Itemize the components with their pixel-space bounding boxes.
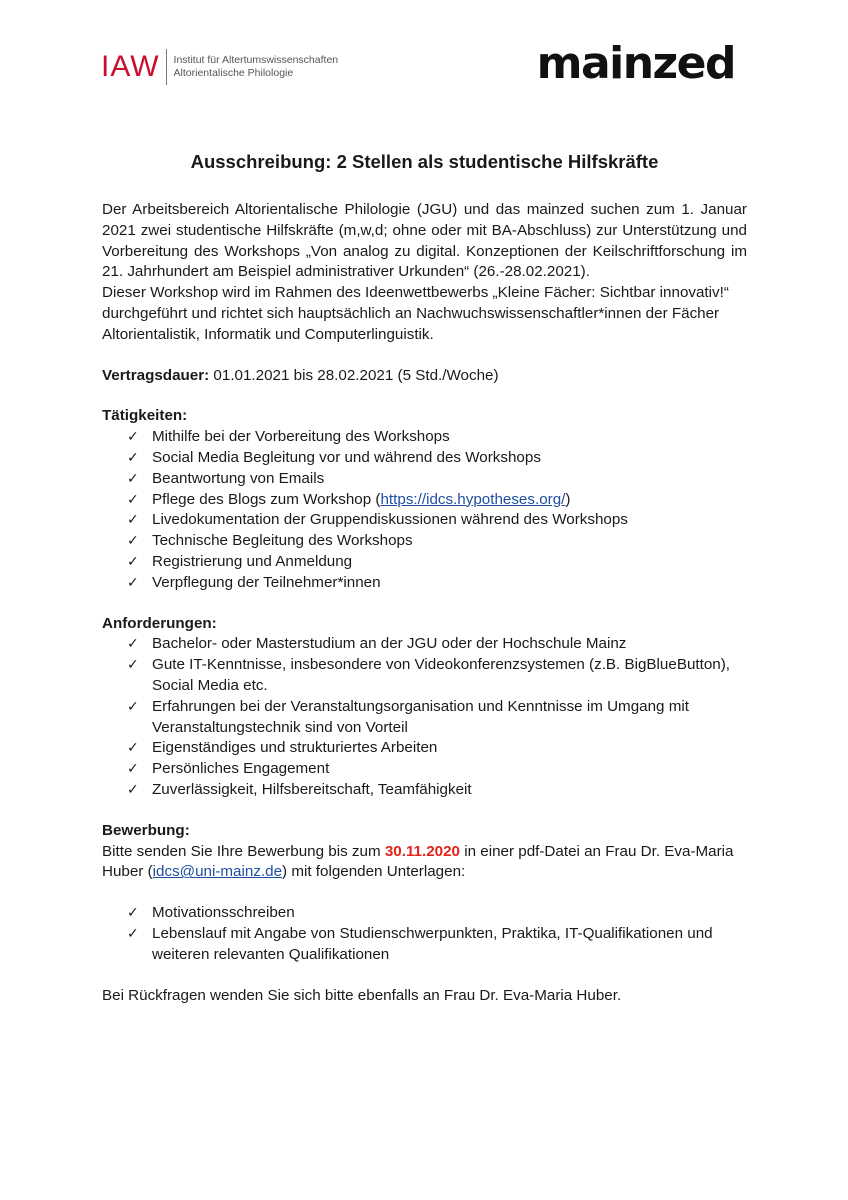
iaw-abbreviation: IAW (101, 50, 160, 83)
check-icon: ✓ (127, 636, 139, 653)
check-icon: ✓ (127, 470, 139, 487)
logo-divider (166, 49, 167, 85)
list-item: ✓ Beantwortung von Emails (102, 469, 747, 490)
iaw-logo (101, 49, 338, 85)
list-item: ✓ Persönliches Engagement (102, 759, 747, 780)
check-icon: ✓ (127, 553, 139, 570)
list-item: ✓ Mithilfe bei der Vorbereitung des Workshops (102, 427, 747, 448)
list-item: ✓ Lebenslauf mit Angabe von Studienschwerpunkten, Praktika, IT-Qualifikationen und weiteren relevanten Qualifikationen (127, 924, 713, 963)
intro-paragraph-2: Dieser Workshop wird im Rahmen des Ideenwettbewerbs „Kleine Fächer: Sichtbar innovativ!“ durchgeführt und richtet sich hauptsächlich an Nachwuchswissenschaftler*innen der Fächer Altorientalistik, Informatik und Computerlinguistik. (102, 284, 729, 343)
tasks-heading: Tätigkeiten: (102, 407, 188, 425)
check-icon: ✓ (127, 698, 139, 715)
check-icon: ✓ (127, 491, 139, 508)
intro-paragraph-1: Der Arbeitsbereich Altorientalische Philologie (JGU) und das mainzed suchen zum 1. Januar 2021 zwei studentische Hilfskräfte (m,w,d; ohne oder mit BA-Abschluss) zur Unterstützung und Vorbereitung des Workshops „Von analog zu digital. Konzeptionen der Keilschriftforschung im 21. Jahrhundert am Beispiel administrativer Urkunden“ (26.-28.02.2021). (102, 201, 747, 281)
check-icon: ✓ (127, 449, 139, 466)
document-body (102, 150, 747, 1006)
blog-link[interactable]: https://idcs.hypotheses.org/ (380, 490, 566, 508)
list-item: ✓ Bachelor- oder Masterstudium an der JGU oder der Hochschule Mainz (102, 634, 747, 655)
page-title: Ausschreibung: 2 Stellen als studentische Hilfskräfte (190, 151, 659, 172)
check-icon: ✓ (127, 657, 139, 674)
documents-list (102, 903, 747, 965)
check-icon: ✓ (127, 781, 139, 798)
tasks-list (102, 427, 747, 593)
list-item: ✓ Motivationsschreiben (102, 903, 747, 924)
check-icon: ✓ (127, 925, 139, 942)
list-item: ✓ Registrierung und Anmeldung (102, 552, 747, 573)
contract-duration (102, 366, 747, 387)
application-text: Bitte senden Sie Ihre Bewerbung bis zum 30.11.2020 in einer pdf-Datei an Frau Dr. Eva-Maria Huber (idcs@uni-mainz.de) mit folgenden Unterlagen: (102, 842, 734, 881)
application-heading: Bewerbung: (102, 821, 190, 839)
check-icon: ✓ (127, 512, 139, 529)
list-item: ✓ Verpflegung der Teilnehmer*innen (102, 573, 747, 594)
deadline-date: 30.11.2020 (384, 842, 461, 860)
list-item: ✓ Livedokumentation der Gruppendiskussionen während des Workshops (102, 510, 747, 531)
check-icon: ✓ (127, 761, 139, 778)
list-item: ✓ Gute IT-Kenntnisse, insbesondere von Videokonferenzsystemen (z.B. BigBlueButton), Social Media etc. (127, 656, 731, 694)
iaw-institute-name (174, 49, 339, 80)
check-icon: ✓ (127, 574, 139, 591)
check-icon: ✓ (127, 429, 139, 446)
mainzed-logo: mainzed (536, 38, 735, 89)
list-item: ✓ Erfahrungen bei der Veranstaltungsorganisation und Kenntnisse im Umgang mit Veranstaltungstechnik sind von Vorteil (127, 697, 689, 736)
list-item: ✓ Eigenständiges und strukturiertes Arbeiten (102, 738, 747, 759)
list-item: ✓ Technische Begleitung des Workshops (102, 531, 747, 552)
iaw-line-1: Institut für Altertumswissenschaften (173, 54, 339, 66)
list-item: ✓ Zuverlässigkeit, Hilfsbereitschaft, Teamfähigkeit (102, 780, 747, 801)
check-icon: ✓ (127, 533, 139, 550)
contract-label: Vertragsdauer: (102, 366, 210, 384)
iaw-line-2: Altorientalische Philologie (173, 67, 294, 79)
requirements-heading: Anforderungen: (102, 614, 217, 632)
check-icon: ✓ (127, 740, 139, 757)
email-link[interactable]: idcs@uni-mainz.de (152, 863, 283, 881)
check-icon: ✓ (127, 905, 139, 922)
list-item: ✓ Pflege des Blogs zum Workshop (https://idcs.hypotheses.org/) (102, 490, 747, 511)
list-item: ✓ Social Media Begleitung vor und während des Workshops (102, 448, 747, 469)
requirements-list (102, 634, 747, 800)
closing-text: Bei Rückfragen wenden Sie sich bitte ebenfalls an Frau Dr. Eva-Maria Huber. (102, 986, 622, 1004)
contract-value: 01.01.2021 bis 28.02.2021 (5 Std./Woche) (209, 366, 499, 384)
